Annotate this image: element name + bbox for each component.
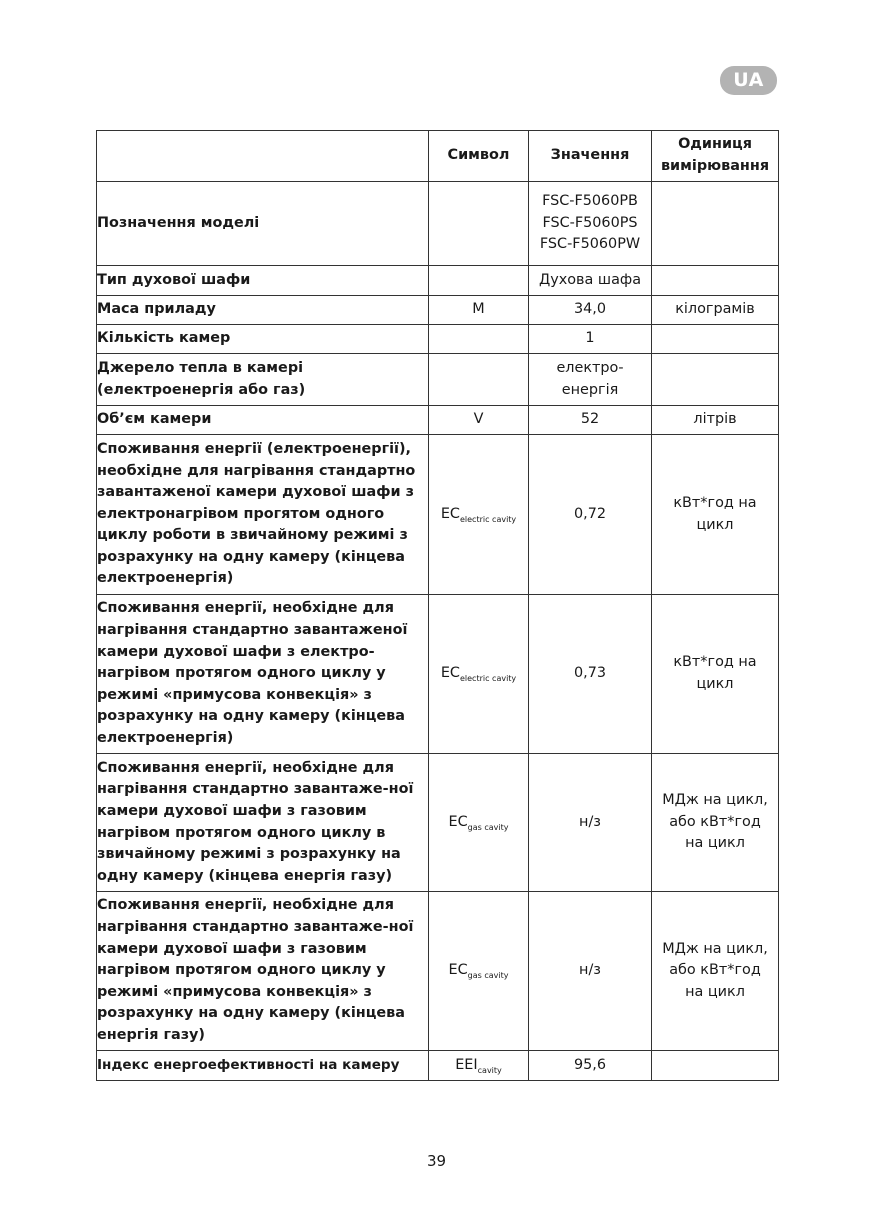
symbol-cell (429, 892, 529, 1051)
symbol-subscript: gas cavity (467, 971, 509, 981)
symbol-cell: M (429, 296, 529, 325)
header-value: Значення (529, 131, 652, 182)
language-badge: UA (720, 66, 777, 95)
symbol-main: EC (440, 665, 460, 682)
table-row (97, 406, 779, 435)
unit-cell (652, 266, 779, 296)
unit-cell: літрів (652, 406, 779, 435)
param-label: Споживання енергії, необхідне для нагрівання стандартно завантаже-ної камери духової шафи з газовим нагрівом протягом одного циклу у режимі «примусова конвекція» з розрахунку на одну камеру (кінцева енергія газу) (97, 892, 429, 1051)
table-row (97, 754, 779, 892)
param-label: Позначення моделі (97, 182, 429, 266)
param-label: Індекс енергоефективності на камеру (97, 1051, 429, 1081)
value-cell: 95,6 (529, 1051, 652, 1081)
table-row (97, 1051, 779, 1081)
symbol-main: EC (440, 505, 460, 522)
page-number: 39 (426, 1152, 447, 1170)
header-symbol: Символ (429, 131, 529, 182)
value-cell: н/з (529, 892, 652, 1051)
value-cell: 0,73 (529, 595, 652, 754)
header-param (97, 131, 429, 182)
symbol-subscript: electric cavity (459, 674, 517, 684)
param-label: Об’єм камери (97, 406, 429, 435)
symbol-subscript: gas cavity (467, 822, 509, 832)
value-cell: 1 (529, 325, 652, 354)
value-cell: 34,0 (529, 296, 652, 325)
value-cell: електро-енергія (529, 354, 652, 406)
symbol-cell (429, 1051, 529, 1081)
specification-table (96, 130, 779, 1081)
param-label: Споживання енергії (електроенергії), необхідне для нагрівання стандартно завантаженої камери духової шафи з електронагрівом прогятом одного циклу роботи в звичайному режимі з розрахунку на одну камеру (кінцева електроенергія) (97, 435, 429, 595)
table-row (97, 266, 779, 296)
symbol-cell (429, 182, 529, 266)
model-values (529, 182, 652, 266)
model-value: FSC-F5060PS (542, 214, 638, 231)
symbol-cell (429, 354, 529, 406)
unit-cell (652, 325, 779, 354)
param-label: Споживання енергії, необхідне для нагрівання стандартно завантаже-ної камери духової шафи з газовим нагрівом протягом одного циклу в звичайному режимі з розрахунку на одну камеру (кінцева енергія газу) (97, 754, 429, 892)
symbol-subscript: cavity (477, 1065, 502, 1075)
symbol-cell (429, 754, 529, 892)
unit-cell (652, 1051, 779, 1081)
symbol-cell: V (429, 406, 529, 435)
table-row (97, 595, 779, 754)
table-row (97, 325, 779, 354)
unit-cell (652, 182, 779, 266)
unit-cell: МДж на цикл, або кВт*год на цикл (652, 754, 779, 892)
symbol-cell (429, 325, 529, 354)
model-value: FSC-F5060PB (542, 193, 638, 210)
unit-cell: кВт*год на цикл (652, 435, 779, 595)
table-row (97, 892, 779, 1051)
table-row (97, 354, 779, 406)
value-cell: 52 (529, 406, 652, 435)
table-row-model (97, 182, 779, 266)
symbol-subscript: electric cavity (459, 514, 517, 524)
value-cell: н/з (529, 754, 652, 892)
table-header-row (97, 131, 779, 182)
table-row (97, 296, 779, 325)
unit-cell: кВт*год на цикл (652, 595, 779, 754)
symbol-main: EEI (455, 1056, 478, 1073)
param-label: Тип духової шафи (97, 266, 429, 296)
param-label: Споживання енергії, необхідне для нагрівання стандартно завантаженої камери духової шафи з електро-нагрівом протягом одного циклу у режимі «примусова конвекція» з розрахунку на одну камеру (кінцева електроенергія) (97, 595, 429, 754)
value-cell: Духова шафа (529, 266, 652, 296)
param-label: Кількість камер (97, 325, 429, 354)
table-row (97, 435, 779, 595)
symbol-main: EC (448, 813, 468, 830)
unit-cell: кілограмів (652, 296, 779, 325)
symbol-cell (429, 595, 529, 754)
model-value: FSC-F5060PW (539, 236, 641, 253)
symbol-main: EC (448, 962, 468, 979)
symbol-cell (429, 266, 529, 296)
value-cell: 0,72 (529, 435, 652, 595)
header-unit: Одиниця вимірювання (652, 131, 779, 182)
unit-cell (652, 354, 779, 406)
param-label: Маса приладу (97, 296, 429, 325)
param-label: Джерело тепла в камері (електроенергія або газ) (97, 354, 429, 406)
unit-cell: МДж на цикл, або кВт*год на цикл (652, 892, 779, 1051)
symbol-cell (429, 435, 529, 595)
